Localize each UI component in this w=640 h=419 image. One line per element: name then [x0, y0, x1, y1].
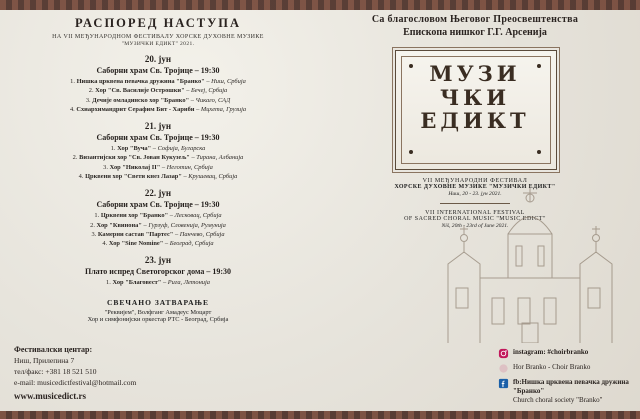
item-ensemble: Хор "Вуча" [117, 145, 152, 153]
festival-name-sr-2: ХОРСКЕ ДУХОВНЕ МУЗИКЕ "МУЗИЧКИ ЕДИКТ" [394, 184, 556, 190]
social-instagram-text [513, 348, 588, 357]
closing-ceremony-block [8, 298, 308, 323]
emblem-dot-icon [409, 64, 413, 68]
day-venue: Саборни храм Св. Тројице – 19:30 [96, 133, 220, 143]
emblem-lettering [395, 62, 555, 133]
list-item [8, 86, 308, 95]
contact-phone: тел/факс: +381 18 521 510 [14, 367, 97, 376]
item-origin: – Панчево, Србија [174, 230, 225, 238]
bottom-border-ornament [0, 411, 640, 419]
item-number: 1. [94, 212, 100, 220]
item-number: 3. [103, 163, 108, 171]
top-border-ornament [0, 0, 640, 10]
emblem-line-3: ЕДИКТ [420, 108, 530, 134]
item-origin: – Крушевац, Србија [183, 172, 238, 180]
item-origin: – Гурзуф, Словенија, Румунија [143, 221, 226, 229]
list-item [8, 221, 308, 230]
instagram-sub: Hor Branko - Choir Branko [513, 363, 591, 371]
item-ensemble: Хор "Квинона" [96, 221, 142, 229]
social-links [498, 348, 636, 408]
closing-title: СВЕЧАНО ЗАТВАРАЊЕ [106, 297, 210, 307]
item-number: 4. [102, 240, 108, 248]
item-number: 2. [90, 221, 95, 229]
instagram-handle: instagram: #choirbranko [513, 348, 589, 356]
item-ensemble: Хор "Св. Василије Острошки" [95, 87, 185, 95]
day-items [8, 211, 308, 248]
list-item [8, 96, 308, 105]
contact-title: Фестивалски центар: [14, 345, 93, 354]
emblem-line-2: ЧКИ [439, 84, 511, 110]
festival-dates-sr: Ниш, 20 - 23. јун 2021. [448, 191, 502, 197]
day-venue: Саборни храм Св. Тројице – 19:30 [96, 66, 220, 75]
item-origin: – Лесковац, Србија [169, 212, 222, 220]
facebook-handle: fb:Нишка црквена певачка дружина "Бранко" [513, 378, 629, 395]
festival-emblem [395, 50, 555, 168]
list-item [8, 278, 308, 287]
festival-name-en-2: OF SACRED CHORAL MUSIC "MUSIC EDICT" [404, 216, 546, 222]
list-item [8, 172, 308, 181]
festival-name-en-1: VII INTERNATIONAL FESTIVAL [425, 210, 525, 216]
blessing-line-1: Са благословом Његовог Преосвештенства [371, 14, 579, 25]
page-subtitle-1: НА VII МЕЂУНАРОДНОМ ФЕСТИВАЛУ ХОРСКЕ ДУХОВНЕ МУЗИКЕ [52, 34, 264, 40]
schedule-day-block [8, 188, 308, 248]
item-ensemble: Хор "Благовест" [112, 279, 162, 287]
item-number: 4. [78, 172, 84, 180]
emblem-dot-icon [537, 150, 541, 154]
social-row-facebook[interactable] [498, 378, 636, 404]
contact-email: e-mail: musicedictfestival@hotmail.com [14, 378, 137, 387]
item-number: 4. [69, 105, 75, 113]
instagram-icon[interactable] [498, 348, 509, 359]
list-item [8, 77, 308, 86]
item-origin: – Неготин, Србија [161, 163, 213, 171]
item-number: 2. [72, 154, 78, 162]
list-item [8, 153, 308, 162]
list-item [8, 211, 308, 220]
closing-work: "Реквијем", Волфганг Амадеус Моцарт [104, 308, 212, 316]
list-item [8, 230, 308, 239]
item-ensemble: Црквени хор "Бранко" [100, 212, 169, 220]
day-date: 20. јун [144, 54, 172, 64]
item-origin: – Рига, Летонија [162, 279, 210, 287]
festival-dates-en: Niš, 20th - 23rd of June 2021. [441, 223, 509, 229]
item-origin: – Тирана, Албанија [191, 154, 244, 162]
item-ensemble: Хор "Sine Nomine" [108, 240, 164, 248]
contact-website[interactable]: www.musicedict.rs [14, 391, 86, 401]
social-facebook-text [513, 378, 636, 404]
social-row-instagram[interactable] [498, 348, 636, 359]
item-ensemble: Хор "Николај II" [109, 163, 161, 171]
item-origin: – Београд, Србија [164, 240, 214, 248]
church-illustration [430, 168, 635, 343]
contact-address: Ниш, Прилепина 7 [14, 356, 75, 365]
item-ensemble: Византијски хор "Св. Јован Кукузељ" [79, 154, 190, 162]
emblem-dot-icon [537, 64, 541, 68]
blessing-line-2: Епископа нишког Г.Г. Арсенија [403, 27, 547, 38]
item-origin: – Софија, Бугарска [152, 145, 206, 153]
facebook-icon[interactable] [498, 378, 509, 389]
item-origin: – Мцхета, Грузија [196, 105, 247, 113]
day-items [8, 144, 308, 181]
facebook-sub: Church choral society "Branko" [513, 395, 603, 404]
emblem-dot-icon [409, 150, 413, 154]
item-ensemble: Дечије омладинско хор "Бранко" [92, 96, 190, 104]
closing-performers: Хор и симфонијски оркестар РТС - Београд, Србија [87, 315, 229, 323]
schedule-column [8, 12, 308, 342]
list-item [8, 239, 308, 248]
item-origin: – Бечеј, Србија [186, 87, 228, 95]
item-origin: – Ниш, Србија [206, 78, 246, 85]
schedule-day-block [8, 255, 308, 287]
festival-name-sr-1: VII МЕЂУНАРОДНИ ФЕСТИВАЛ [422, 178, 528, 184]
day-venue: Саборни храм Св. Тројице – 19:30 [96, 200, 220, 210]
festival-center-contact [14, 345, 264, 401]
item-ensemble: Схиархимандрит Серафим Бит - Хариби [76, 105, 195, 113]
item-origin: – Чикаго, САД [190, 96, 231, 104]
list-item [8, 163, 308, 172]
item-ensemble: Камерни састав "Партес" [97, 230, 174, 238]
day-date: 21. јун [144, 121, 172, 132]
day-date: 23. јун [144, 255, 172, 266]
item-ensemble: Црквени хор "Свети кнез Лазар" [85, 172, 182, 180]
day-items [8, 77, 308, 114]
list-item [8, 144, 308, 153]
social-row-instagram-sub [498, 363, 636, 374]
item-number: 2. [88, 87, 94, 95]
list-item [8, 105, 308, 114]
emblem-line-1: МУЗИ [429, 61, 521, 86]
page-subtitle-2: "МУЗИЧКИ ЕДИКТ" 2021. [121, 41, 195, 47]
schedule-day-block [8, 121, 308, 181]
item-number: 1. [106, 279, 111, 287]
day-items [8, 278, 308, 287]
item-number: 1. [70, 78, 75, 85]
page-title: РАСПОРЕД НАСТУПА [74, 16, 242, 30]
item-number: 1. [110, 145, 116, 153]
choir-mark-icon [498, 363, 509, 374]
item-number: 3. [85, 96, 91, 104]
item-number: 3. [91, 230, 97, 238]
item-ensemble: Нишка црквена певачка дружина "Бранко" [76, 78, 205, 85]
day-venue: Плато испред Светогорског дома – 19:30 [84, 267, 232, 277]
schedule-day-block [8, 54, 308, 114]
day-date: 22. јун [144, 188, 172, 199]
